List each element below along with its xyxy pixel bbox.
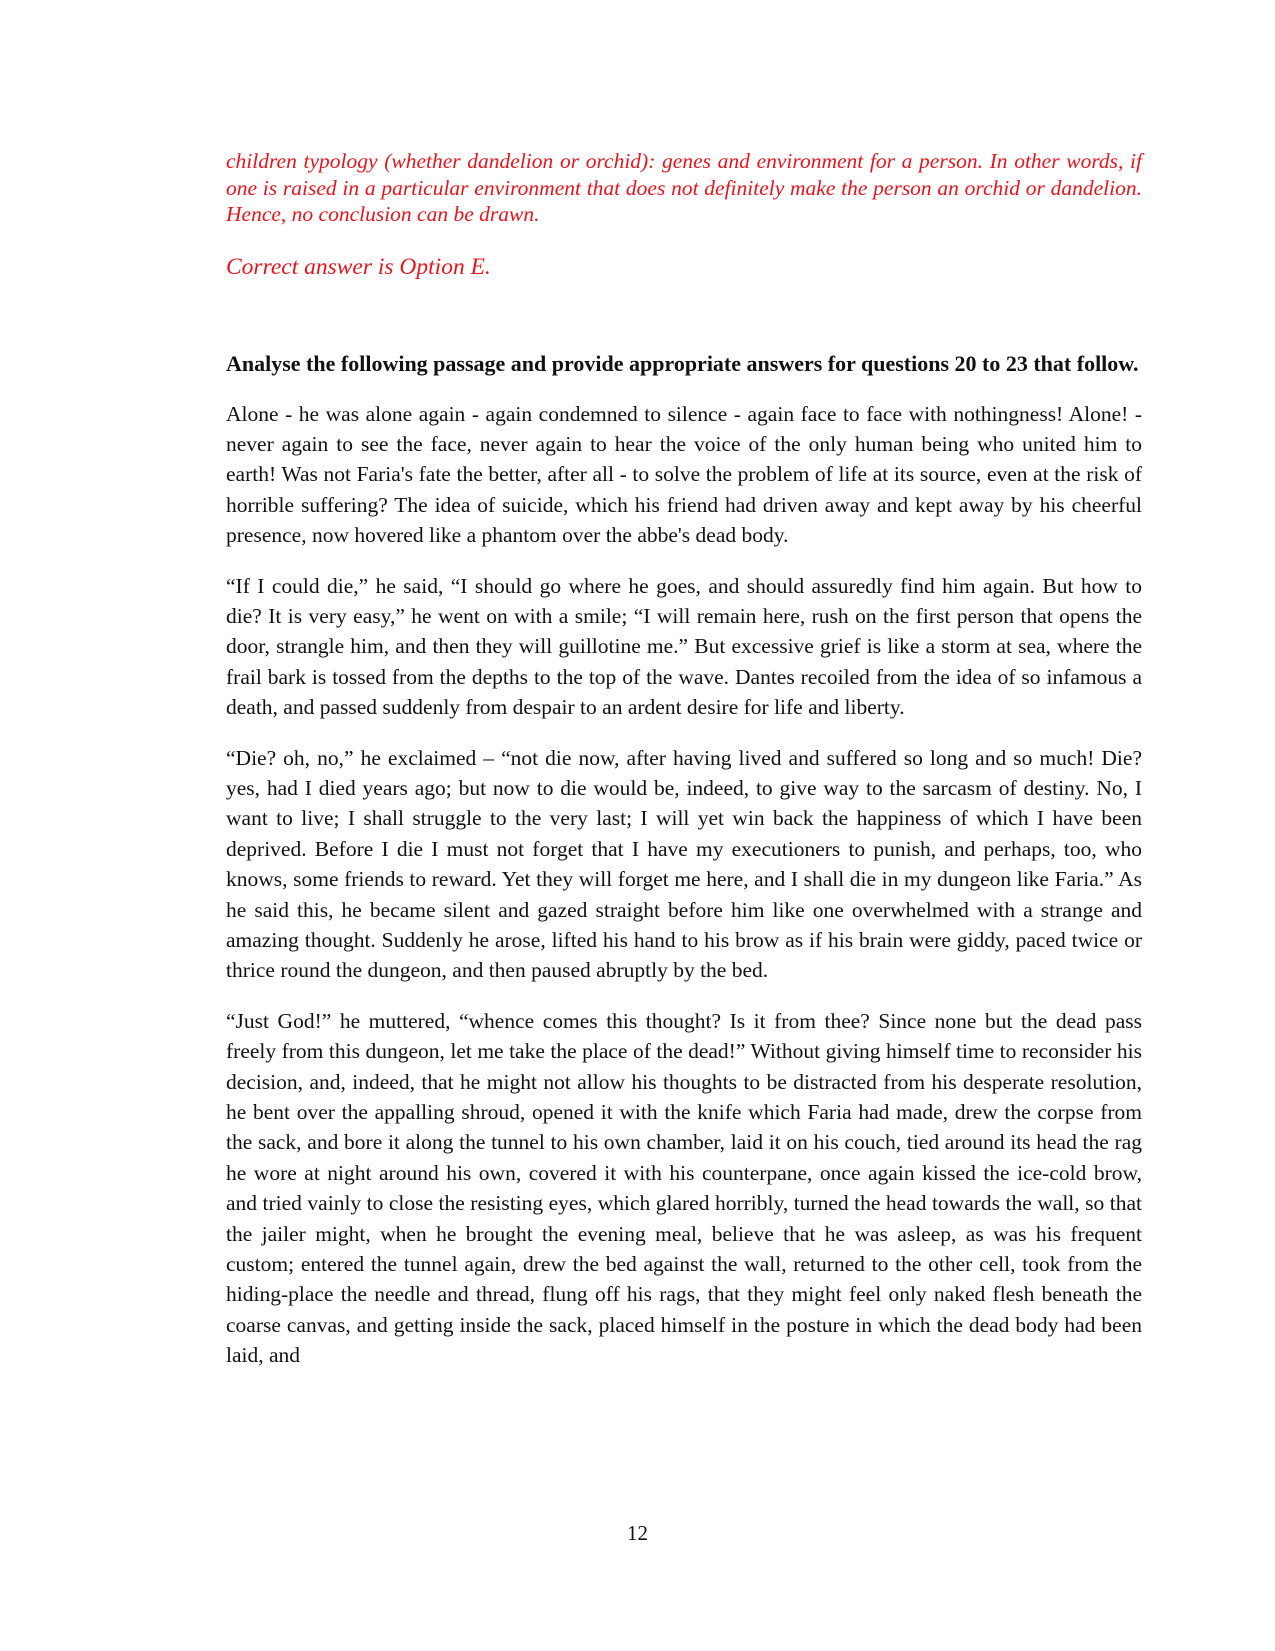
passage-paragraph: “If I could die,” he said, “I should go where he goes, and should assuredly find him again. But how to die? It is very easy,” he went on with a smile; “I will remain here, rush on the first person that opens the door, strangle him, and then they will guillotine me.” But excessive grief is like a storm at sea, where the frail bark is tossed from the depths to the top of the wave. Dantes recoiled from the idea of so infamous a death, and passed suddenly from despair to an ardent desire for life and liberty. <box>226 573 1142 720</box>
passage-instruction: Analyse the following passage and provide appropriate answers for questions 20 to 23 that follow. <box>226 350 1139 376</box>
correct-answer: Correct answer is Option E. <box>226 253 491 280</box>
passage-paragraph: Alone - he was alone again - again condemned to silence - again face to face with nothingness! Alone! - never again to see the face, never again to hear the voice of the only human being who united him to earth! Was not Faria's fate the better, after all - to solve the problem of life at its source, even at the risk of horrible suffering? The idea of suicide, which his friend had driven away and kept away by his cheerful presence, now hovered like a phantom over the abbe's dead body. <box>226 401 1142 548</box>
page-content <box>226 148 1142 1371</box>
passage-paragraph: “Die? oh, no,” he exclaimed – “not die now, after having lived and suffered so long and so much! Die? yes, had I died years ago; but now to die would be, indeed, to give way to the sarcasm of destiny. No, I want to live; I shall struggle to the very last; I will yet win back the happiness of which I have been deprived. Before I die I must not forget that I have my executioners to punish, and perhaps, too, who knows, some friends to reward. Yet they will forget me here, and I shall die in my dungeon like Faria.” As he said this, he became silent and gazed straight before him like one overwhelmed with a strange and amazing thought. Suddenly he arose, lifted his hand to his brow as if his brain were giddy, paced twice or thrice round the dungeon, and then paused abruptly by the bed. <box>226 745 1142 983</box>
answer-explanation: children typology (whether dandelion or orchid): genes and environment for a person. In other words, if one is raised in a particular environment that does not definitely make the person an orchid or dandelion. Hence, no conclusion can be drawn. <box>226 149 1142 226</box>
passage-paragraph: “Just God!” he muttered, “whence comes this thought? Is it from thee? Since none but the dead pass freely from this dungeon, let me take the place of the dead!” Without giving himself time to reconsider his decision, and, indeed, that he might not allow his thoughts to be distracted from his desperate resolution, he bent over the appalling shroud, opened it with the knife which Faria had made, drew the corpse from the sack, and bore it along the tunnel to his own chamber, laid it on his couch, tied around its head the rag he wore at night around his own, covered it with his counterpane, once again kissed the ice-cold brow, and tried vainly to close the resisting eyes, which glared horribly, turned the head towards the wall, so that the jailer might, when he brought the evening meal, believe that he was asleep, as was his frequent custom; entered the tunnel again, drew the bed against the wall, returned to the other cell, took from the hiding-place the needle and thread, flung off his rags, that they might feel only naked flesh beneath the coarse canvas, and getting inside the sack, placed himself in the posture in which the dead body had been laid, and <box>226 1008 1142 1368</box>
page-number: 12 <box>627 1521 648 1545</box>
